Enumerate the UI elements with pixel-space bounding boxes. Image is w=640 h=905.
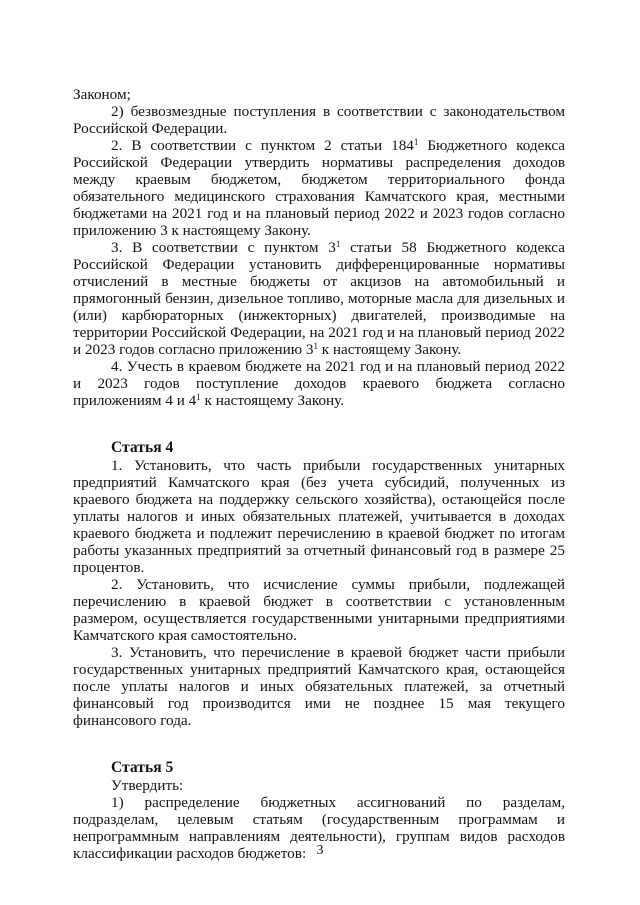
page-number: 3 [316, 843, 324, 858]
paragraph-item-2-text-b: Бюджетного кодекса Российской Федерации утвердить нормативы распределения доходов между краевым бюджетом, бюджетом территориального фонда обязательного медицинского страхования Камчатского края, местными бюджетами на 2021 год и на плановый период 2022 и 2023 годов согласно приложению 3 к настоящему Закону. [73, 137, 565, 239]
paragraph-gratuitous-receipts: 2) безвозмездные поступления в соответствии с законодательством Российской Федерации. [73, 103, 565, 137]
document-body [73, 86, 565, 862]
paragraph-item-4-text-a: 4. Учесть в краевом бюджете на 2021 год и на плановый период 2022 и 2023 годов поступление доходов краевого бюджета согласно приложениям 4 и 4 [73, 358, 565, 409]
superscript: 1 [335, 239, 341, 249]
article-5-item-1: 1) распределение бюджетных ассигнований по разделам, подразделам, целевым статьям (государственным программам и непрограммным направлениям деятельности), группам видов расходов классификации расходов бюджетов: [73, 794, 565, 862]
superscript: 1 [196, 392, 201, 402]
article-4-heading: Статья 4 [111, 439, 174, 456]
paragraph-law-end: Законом; [73, 86, 131, 103]
paragraph-item-2-text-a: 2. В соответствии с пунктом 2 статьи 184 [111, 137, 414, 154]
article-4-paragraph-1: 1. Установить, что часть прибыли государственных унитарных предприятий Камчатского края (без учета субсидий, полученных из краевого бюджета на поддержку сельского хозяйства), остающейся после уплаты налогов и иных обязательных платежей, учитывается в доходах краевого бюджета и подлежит перечислению в краевой бюджет по итогам работы указанных предприятий за отчетный финансовый год в размере 25 процентов. [73, 457, 565, 576]
article-5-intro: Утвердить: [111, 777, 184, 794]
article-5-heading: Статья 5 [111, 759, 174, 776]
paragraph-item-2 [73, 137, 565, 239]
paragraph-item-4 [73, 358, 565, 409]
superscript: 1 [313, 341, 318, 351]
article-4-paragraph-3: 3. Установить, что перечисление в краевой бюджет части прибыли государственных унитарных предприятий Камчатского края, остающейся после уплаты налогов и иных обязательных платежей, за отчетный финансовый год производится ими не позднее 15 мая текущего финансового года. [73, 644, 565, 729]
article-4-paragraph-2: 2. Установить, что исчисление суммы прибыли, подлежащей перечислению в краевой бюджет в соответствии с установленным размером, осуществляется государственными унитарными предприятиями Камчатского края самостоятельно. [73, 576, 565, 644]
paragraph-item-3-text-a: 3. В соответствии с пунктом 3 [111, 239, 336, 256]
paragraph-item-3-text-b: статьи 58 Бюджетного кодекса Российской Федерации установить дифференцированные нормативы отчислений в местные бюджеты от акцизов на автомобильный и прямогонный бензин, дизельное топливо, моторные масла для дизельных и (или) карбюраторных (инжекторных) двигателей, производимые на территории Российской Федерации, на 2021 год и на плановый период 2022 и 2023 годов согласно приложению 3 [73, 239, 565, 358]
superscript: 1 [413, 137, 419, 147]
paragraph-item-3 [73, 239, 565, 358]
paragraph-item-3-text-c: к настоящему Закону. [317, 341, 462, 358]
paragraph-item-4-text-b: к настоящему Закону. [200, 392, 345, 409]
